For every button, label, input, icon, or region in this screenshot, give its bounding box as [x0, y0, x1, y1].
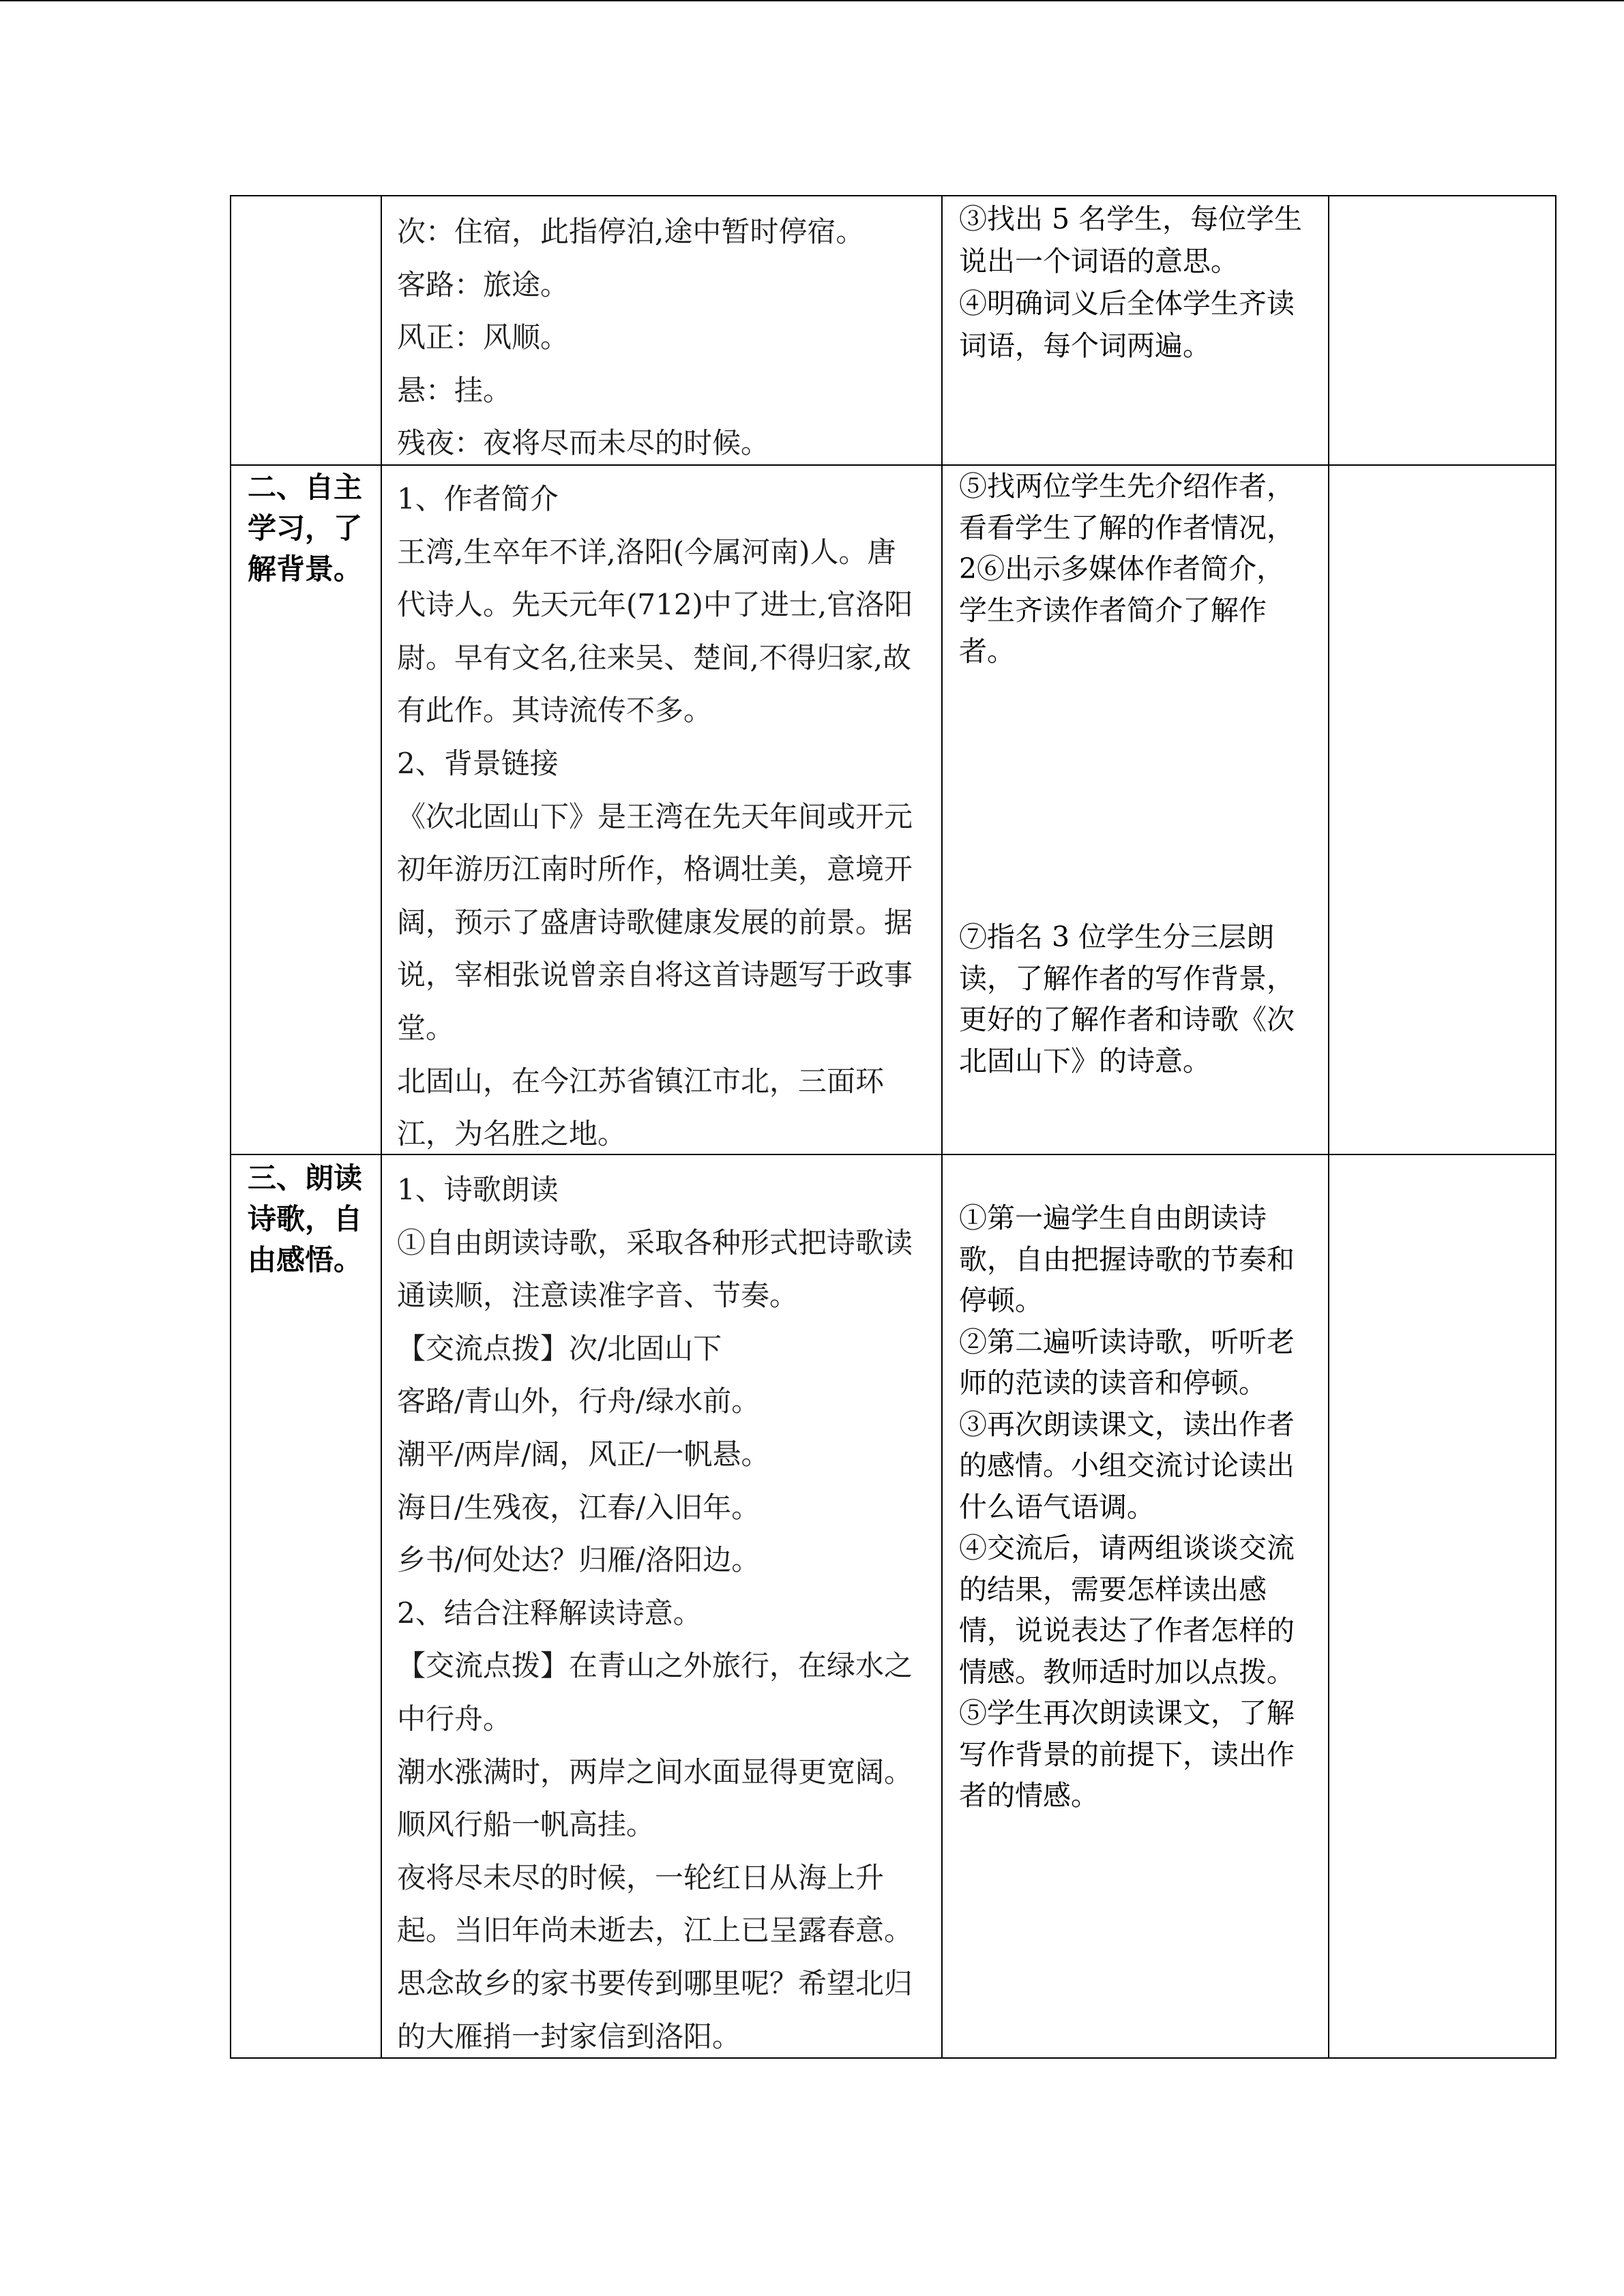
activity-line: ④交流后，请两组谈谈交流: [959, 1532, 1295, 1564]
row-2-step-label: [248, 467, 362, 590]
table-border-left: [230, 195, 231, 2059]
step-label-line: 解背景。: [248, 552, 363, 586]
content-line: 2、结合注释解读诗意。: [397, 1596, 702, 1630]
activity-line: 情感。教师适时加以点拨。: [959, 1655, 1295, 1688]
content-line: 江，为名胜之地。: [397, 1117, 627, 1151]
content-line: 堂。: [397, 1011, 455, 1045]
activity-line: 的感情。小组交流讨论读出: [959, 1449, 1295, 1482]
content-line: 夜将尽未尽的时候，一轮红日从海上升: [397, 1860, 885, 1894]
activity-line: ④明确词义后全体学生齐读: [959, 287, 1295, 320]
activity-line: 歌，自由把握诗歌的节奏和: [959, 1242, 1295, 1276]
page-top-rule: [0, 0, 1624, 1]
content-line: 阔，预示了盛唐诗歌健康发展的前景。据: [397, 905, 913, 939]
content-line: 悬：挂。: [397, 373, 512, 407]
table-column-divider: [381, 195, 382, 2059]
activity-line: 学生齐读作者简介了解作: [959, 593, 1267, 627]
content-line: 海日/生残夜，江春/入旧年。: [397, 1490, 761, 1524]
content-line: 北固山，在今江苏省镇江市北，三面环: [397, 1064, 885, 1098]
activity-line: 读，了解作者的写作背景，: [959, 961, 1295, 995]
activity-line: 词语，每个词两遍。: [959, 329, 1211, 362]
row-2-activity-cell-continued: [959, 916, 1295, 1082]
table-border-top: [230, 195, 1556, 196]
activity-line: ③找出 5 名学生，每位学生: [959, 203, 1303, 235]
activity-line: ①第一遍学生自由朗读诗: [959, 1202, 1267, 1234]
content-line: 王湾,生卒年不详,洛阳(今属河南)人。唐: [397, 535, 896, 569]
activity-line: 更好的了解作者和诗歌《次: [959, 1003, 1295, 1036]
activity-line: 师的范读的读音和停顿。: [959, 1367, 1267, 1399]
table-column-divider: [941, 195, 943, 2059]
content-line: 思念故乡的家书要传到哪里呢？希望北归: [397, 1966, 913, 2000]
content-line: 【交流点拨】次/北固山下: [397, 1331, 722, 1365]
activity-line: 看看学生了解的作者情况，: [959, 511, 1295, 544]
content-line: ①自由朗读诗歌，采取各种形式把诗歌读: [397, 1225, 913, 1259]
content-line: 顺风行船一帆高挂。: [397, 1808, 655, 1842]
row-1-content-cell: [397, 205, 864, 470]
content-line: 风正：风顺。: [397, 320, 570, 355]
activity-line: 北固山下》的诗意。: [959, 1044, 1211, 1077]
content-line: 说，宰相张说曾亲自将这首诗题写于政事: [397, 958, 913, 992]
activity-line: 说出一个词语的意思。: [959, 245, 1239, 278]
content-line: 【交流点拨】在青山之外旅行，在绿水之: [397, 1649, 913, 1683]
step-label-line: 学习，了: [248, 511, 363, 545]
content-line: 2、背景链接: [397, 746, 559, 780]
content-line: 次：住宿，此指停泊,途中暂时停宿。: [397, 215, 865, 248]
content-line: 起。当旧年尚未逝去，江上已呈露春意。: [397, 1913, 913, 1948]
content-line: 通读顺，注意读准字音、节奏。: [397, 1279, 799, 1313]
activity-line: 2⑥出示多媒体作者简介，: [959, 552, 1285, 585]
step-label-line: 诗歌，自: [248, 1202, 363, 1236]
row-3-content-cell: [397, 1163, 913, 2063]
activity-line: ②第二遍听读诗歌，听听老: [959, 1325, 1295, 1358]
content-line: 有此作。其诗流传不多。: [397, 694, 713, 728]
content-line: 残夜：夜将尽而未尽的时候。: [397, 426, 770, 460]
activity-line: 的结果，需要怎样读出感: [959, 1572, 1267, 1606]
row-3-activity-cell: [959, 1197, 1295, 1817]
activity-line: 者的情感。: [959, 1779, 1099, 1812]
activity-line: 者。: [959, 635, 1015, 668]
content-line: 客路/青山外，行舟/绿水前。: [397, 1384, 761, 1418]
activity-line: ⑤找两位学生先介绍作者，: [959, 470, 1295, 503]
activity-line: 写作背景的前提下，读出作: [959, 1738, 1295, 1771]
row-2-content-cell: [397, 473, 913, 1161]
activity-line: 什么语气语调。: [959, 1490, 1155, 1523]
row-1-activity-cell: [959, 198, 1302, 367]
row-2-activity-cell: [959, 466, 1295, 672]
content-line: 尉。早有文名,往来吴、楚间,不得归家,故: [397, 640, 912, 674]
row-3-step-label: [248, 1158, 362, 1281]
content-line: 1、作者简介: [397, 482, 559, 516]
table-border-right: [1555, 195, 1556, 2059]
step-label-line: 三、朗读: [248, 1161, 363, 1195]
content-line: 代诗人。先天元年(712)中了进士,官洛阳: [397, 588, 913, 622]
content-line: 潮水涨满时，两岸之间水面显得更宽阔。: [397, 1755, 913, 1789]
content-line: 中行舟。: [397, 1701, 512, 1735]
content-line: 1、诗歌朗读: [397, 1173, 559, 1206]
activity-line: ⑦指名 3 位学生分三层朗: [959, 921, 1275, 953]
content-line: 乡书/何处达？归雁/洛阳边。: [397, 1543, 761, 1577]
step-label-line: 由感悟。: [248, 1243, 363, 1277]
activity-line: ③再次朗读课文，读出作者: [959, 1407, 1295, 1441]
activity-line: ⑤学生再次朗读课文，了解: [959, 1697, 1295, 1729]
content-line: 客路：旅途。: [397, 267, 570, 301]
content-line: 初年游历江南时所作，格调壮美，意境开: [397, 852, 913, 886]
content-line: 《次北固山下》是王湾在先天年间或开元: [397, 799, 913, 833]
content-line: 潮平/两岸/阔，风正/一帆悬。: [397, 1437, 770, 1471]
content-line: 的大雁捎一封家信到洛阳。: [397, 2019, 741, 2053]
table-column-divider: [1328, 195, 1329, 2059]
step-label-line: 二、自主: [248, 471, 363, 504]
activity-line: 停顿。: [959, 1284, 1043, 1317]
activity-line: 情，说说表达了作者怎样的: [959, 1614, 1295, 1647]
